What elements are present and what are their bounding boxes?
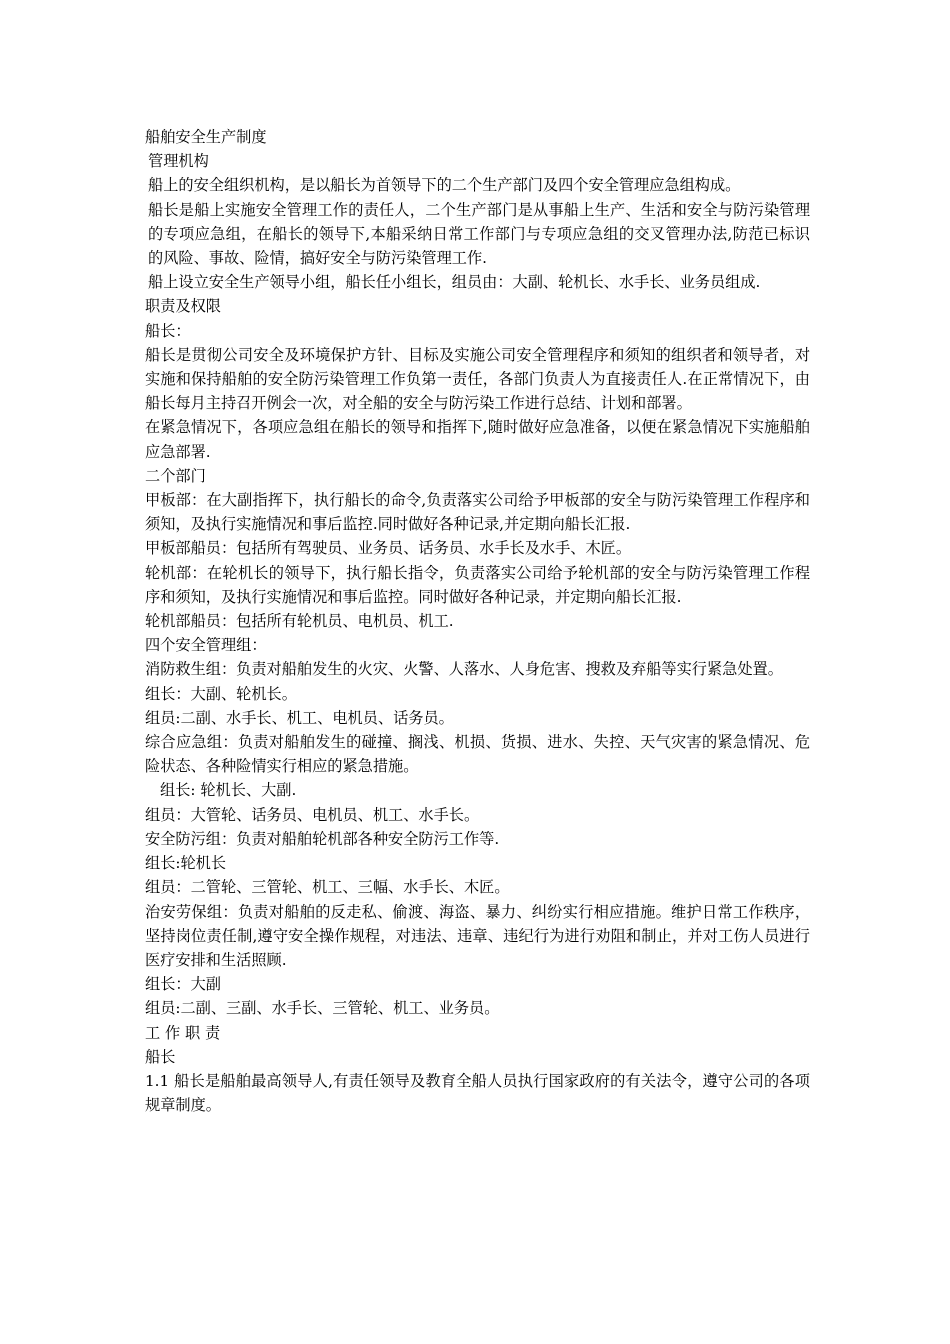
body-paragraph: 组长：大副、轮机长。: [145, 684, 297, 703]
body-paragraph: 综合应急组：负责对船舶发生的碰撞、搁浅、机损、货损、进水、失控、天气灾害的紧急情况、危险状态、各种险情实行相应的紧急措施。: [145, 733, 810, 776]
body-paragraph: 船上的安全组织机构，是以船长为首领导下的二个生产部门及四个安全管理应急组构成。: [148, 176, 741, 195]
body-paragraph: 甲板部船员：包括所有驾驶员、业务员、话务员、水手长及水手、木匠。: [145, 539, 631, 558]
body-paragraph: 甲板部：在大副指挥下，执行船长的命令,负责落实公司给予甲板部的安全与防污染管理工作程序和须知，及执行实施情况和事后监控.同时做好各种记录,并定期向船长汇报.: [145, 491, 810, 534]
body-paragraph: 组长：大副: [145, 975, 221, 994]
section-heading: 工 作 职 责: [145, 1023, 221, 1042]
body-paragraph: 船长是船上实施安全管理工作的责任人，二个生产部门是从事船上生产、生活和安全与防污染管理的专项应急组，在船长的领导下,本船采纳日常工作部门与专项应急组的交叉管理办法,防范已标识的风险、事故、险情，搞好安全与防污染管理工作.: [148, 200, 810, 268]
body-paragraph: 轮机部：在轮机长的领导下，执行船长指令，负责落实公司给予轮机部的安全与防污染管理工作程序和须知，及执行实施情况和事后监控。同时做好各种记录，并定期向船长汇报.: [145, 563, 810, 606]
body-paragraph: 组长:轮机长: [145, 854, 227, 873]
subsection-heading: 船长：: [145, 321, 191, 340]
body-paragraph: 组员：大管轮、话务员、电机员、机工、水手长。: [145, 805, 480, 824]
body-paragraph: 轮机部船员：包括所有轮机员、电机员、机工.: [145, 612, 454, 631]
body-paragraph: 船长是贯彻公司安全及环境保护方针、目标及实施公司安全管理程序和须知的组织者和领导者，对实施和保持船舶的安全防污染管理工作负第一责任，各部门负责人为直接责任人.在正常情况下，由船长每月主持召开例会一次，对全船的安全与防污染工作进行总结、计划和部署。: [145, 345, 810, 413]
body-paragraph: 组长: 轮机长、大副.: [160, 781, 297, 800]
subsection-heading: 四个安全管理组：: [145, 636, 267, 655]
body-paragraph: 安全防污组：负责对船舶轮机部各种安全防污工作等.: [145, 829, 500, 848]
subsection-heading: 船长: [145, 1047, 176, 1066]
document-body: [145, 125, 810, 1117]
body-paragraph: 1.1 船长是船舶最高领导人,有责任领导及教育全船人员执行国家政府的有关法令，遵守公司的各项规章制度。: [145, 1071, 810, 1115]
body-paragraph: 消防救生组：负责对船舶发生的火灾、火警、人落水、人身危害、搜救及弃船等实行紧急处置。: [145, 660, 783, 679]
body-paragraph: 组员：二管轮、三管轮、机工、三幅、水手长、木匠。: [145, 878, 510, 897]
section-heading: 职责及权限: [145, 297, 221, 316]
body-paragraph: 在紧急情况下，各项应急组在船长的领导和指挥下,随时做好应急准备，以便在紧急情况下实施船舶应急部署.: [145, 418, 810, 461]
subsection-heading: 二个部门: [145, 466, 206, 485]
section-heading: 管理机构: [148, 152, 209, 171]
body-paragraph: 船上设立安全生产领导小组，船长任小组长，组员由：大副、轮机长、水手长、业务员组成.: [148, 273, 761, 292]
body-paragraph: 组员:二副、三副、水手长、三管轮、机工、业务员。: [145, 999, 500, 1018]
body-paragraph: 治安劳保组：负责对船舶的反走私、偷渡、海盗、暴力、纠纷实行相应措施。维护日常工作秩序，坚持岗位责任制,遵守安全操作规程，对违法、违章、违纪行为进行劝阻和制止，并对工伤人员进行医疗安排和生活照顾.: [145, 902, 810, 969]
body-paragraph: 组员:二副、水手长、机工、电机员、话务员。: [145, 708, 454, 727]
document-title: 船舶安全生产制度: [145, 128, 267, 146]
